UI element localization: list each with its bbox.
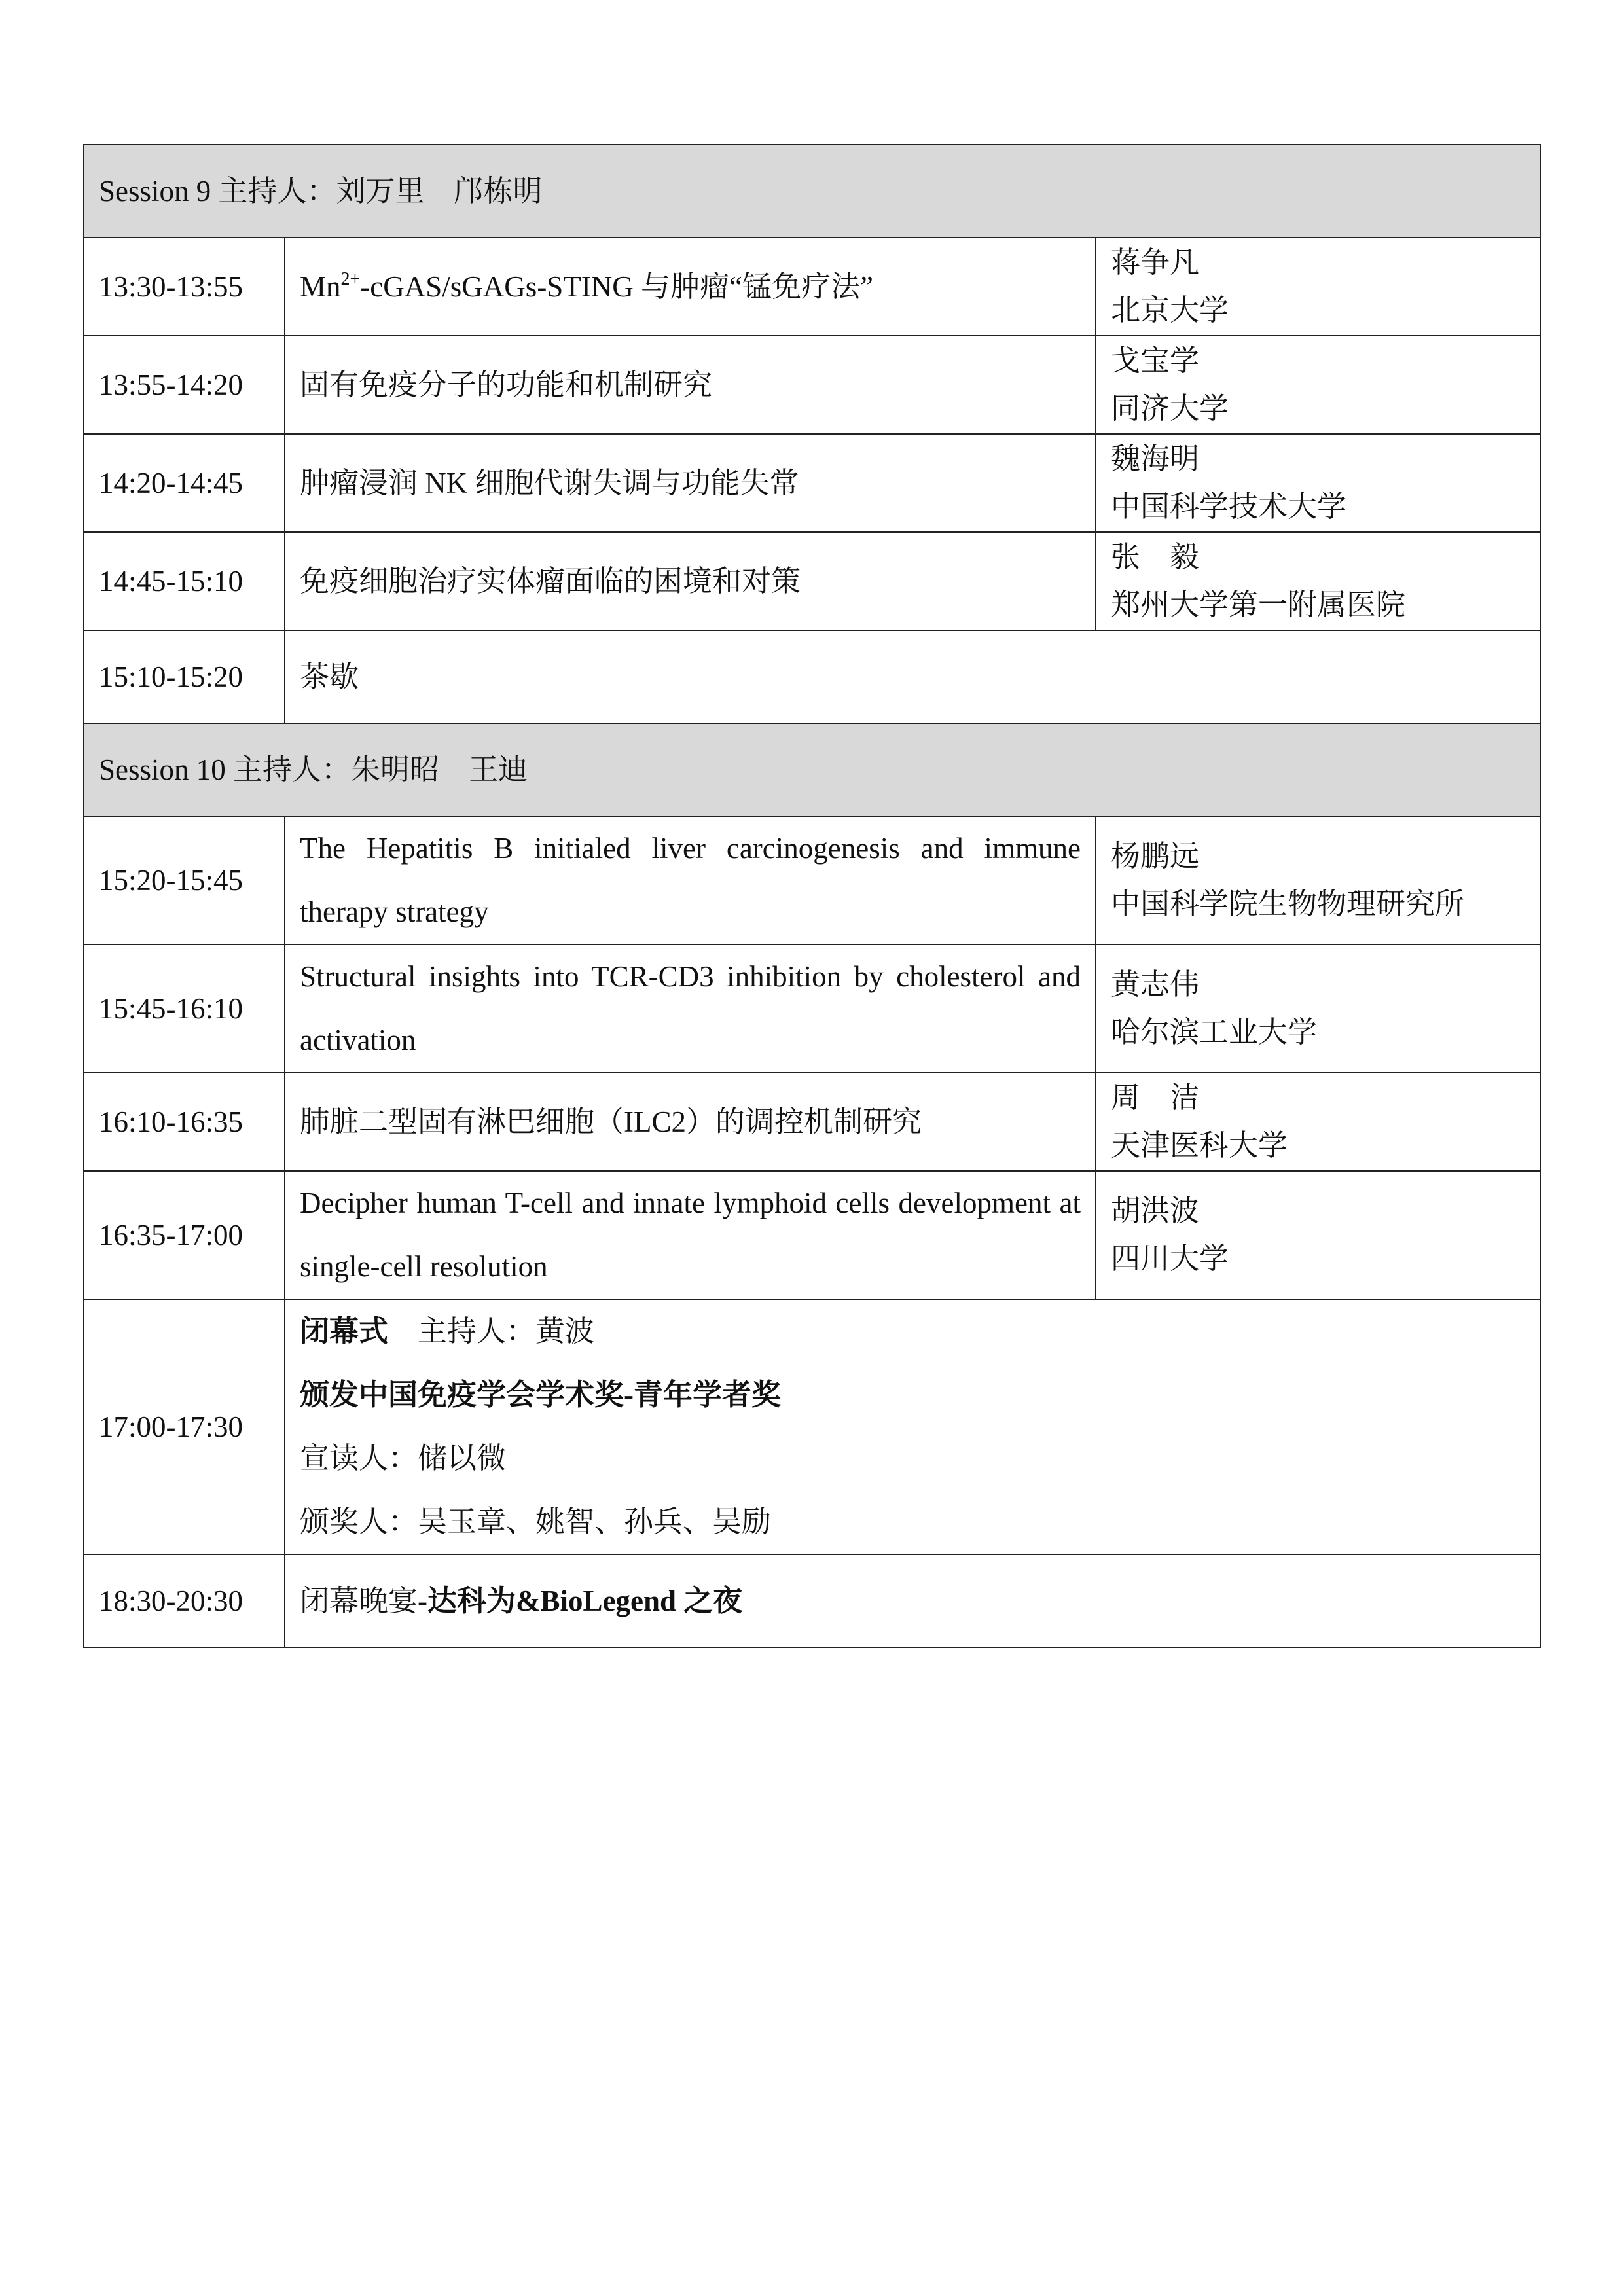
session-header-cell <box>84 723 1540 816</box>
speaker-cell <box>1096 1073 1540 1171</box>
title-cell <box>285 1171 1096 1299</box>
time-cell: 15:20-15:45 <box>84 816 285 944</box>
title-text: Decipher human T-cell and innate lymphoid cells development at single-cell resolution <box>300 1187 1081 1283</box>
speaker-cell <box>1096 816 1540 944</box>
host-prefix: 主持人： <box>233 753 352 786</box>
host-prefix: 主持人： <box>218 175 336 207</box>
award-title: 颁发中国免疫学会学术奖-青年学者奖 <box>300 1378 781 1411</box>
speaker-affiliation: 同济大学 <box>1111 392 1229 425</box>
table-row <box>84 1073 1540 1171</box>
speaker-name: 蒋争凡 <box>1111 246 1200 279</box>
closing-details <box>285 1299 1540 1554</box>
speaker-cell <box>1096 336 1540 434</box>
table-row <box>84 336 1540 434</box>
host-name: 朱明昭 <box>351 753 440 786</box>
table-row <box>84 944 1540 1073</box>
speaker-cell <box>1096 238 1540 336</box>
time-cell: 18:30-20:30 <box>84 1554 285 1647</box>
speaker-affiliation: 四川大学 <box>1111 1242 1229 1275</box>
speaker-cell <box>1096 434 1540 532</box>
title-cell: 免疫细胞治疗实体瘤面临的困境和对策 <box>285 532 1096 630</box>
banquet-sponsor: 达科为&BioLegend 之夜 <box>427 1585 743 1617</box>
table-row <box>84 532 1540 630</box>
speaker-cell <box>1096 944 1540 1073</box>
session-header-9 <box>84 145 1540 238</box>
title-cell <box>285 944 1096 1073</box>
title-cell: 固有免疫分子的功能和机制研究 <box>285 336 1096 434</box>
closing-host: 主持人：黄波 <box>418 1315 595 1348</box>
schedule-table <box>83 144 1541 1648</box>
speaker-name: 张 毅 <box>1111 541 1200 573</box>
speaker-name: 魏海明 <box>1111 442 1200 475</box>
time-cell: 16:35-17:00 <box>84 1171 285 1299</box>
time-cell: 15:45-16:10 <box>84 944 285 1073</box>
speaker-cell <box>1096 532 1540 630</box>
time-cell: 14:20-14:45 <box>84 434 285 532</box>
time-cell: 14:45-15:10 <box>84 532 285 630</box>
speaker-affiliation: 哈尔滨工业大学 <box>1111 1016 1318 1049</box>
time-cell: 16:10-16:35 <box>84 1073 285 1171</box>
session-header-cell <box>84 145 1540 238</box>
time-cell: 17:00-17:30 <box>84 1299 285 1554</box>
host-name: 邝栋明 <box>454 175 543 207</box>
speaker-name: 杨鹏远 <box>1111 840 1200 872</box>
award-presenters: 颁奖人：吴玉章、姚智、孙兵、吴励 <box>300 1505 772 1538</box>
title-cell <box>285 816 1096 944</box>
title-cell <box>285 238 1096 336</box>
time-cell: 13:30-13:55 <box>84 238 285 336</box>
speaker-name: 黄志伟 <box>1111 968 1200 1001</box>
closing-ceremony-line <box>300 1300 1525 1363</box>
banquet-prefix: 闭幕晚宴- <box>300 1585 427 1617</box>
closing-ceremony-title: 闭幕式 <box>300 1315 389 1348</box>
title-text: Structural insights into TCR-CD3 inhibition by cholesterol and activation <box>300 960 1081 1056</box>
speaker-cell <box>1096 1171 1540 1299</box>
speaker-affiliation: 天津医科大学 <box>1111 1129 1288 1162</box>
host-name: 刘万里 <box>336 175 425 207</box>
time-cell: 13:55-14:20 <box>84 336 285 434</box>
title-text: The Hepatitis B initialed liver carcinogenesis and immune therapy strategy <box>300 832 1081 928</box>
speaker-affiliation: 郑州大学第一附属医院 <box>1111 588 1406 621</box>
host-name: 王迪 <box>469 753 528 786</box>
session-label: Session 9 <box>99 175 211 207</box>
banquet-row <box>84 1554 1540 1647</box>
table-row <box>84 434 1540 532</box>
tea-break-label: 茶歇 <box>285 630 1540 723</box>
time-cell: 15:10-15:20 <box>84 630 285 723</box>
tea-break-row <box>84 630 1540 723</box>
title-cell: 肿瘤浸润 NK 细胞代谢失调与功能失常 <box>285 434 1096 532</box>
speaker-affiliation: 北京大学 <box>1111 294 1229 327</box>
closing-ceremony-row <box>84 1299 1540 1554</box>
table-row <box>84 816 1540 944</box>
title-superscript: 2+ <box>340 269 361 289</box>
table-row <box>84 238 1540 336</box>
speaker-affiliation: 中国科学院生物物理研究所 <box>1111 888 1465 920</box>
session-header-10 <box>84 723 1540 816</box>
banquet-details <box>285 1554 1540 1647</box>
award-reader: 宣读人：储以微 <box>300 1442 507 1475</box>
speaker-name: 周 洁 <box>1111 1081 1200 1114</box>
speaker-name: 戈宝学 <box>1111 344 1200 377</box>
speaker-name: 胡洪波 <box>1111 1194 1200 1227</box>
table-row <box>84 1171 1540 1299</box>
speaker-affiliation: 中国科学技术大学 <box>1111 490 1347 523</box>
title-text: -cGAS/sGAGs-STING 与肿瘤“锰免疗法” <box>360 270 873 303</box>
session-label: Session 10 <box>99 753 226 786</box>
title-text: Mn <box>300 270 341 303</box>
title-cell: 肺脏二型固有淋巴细胞（ILC2）的调控机制研究 <box>285 1073 1096 1171</box>
